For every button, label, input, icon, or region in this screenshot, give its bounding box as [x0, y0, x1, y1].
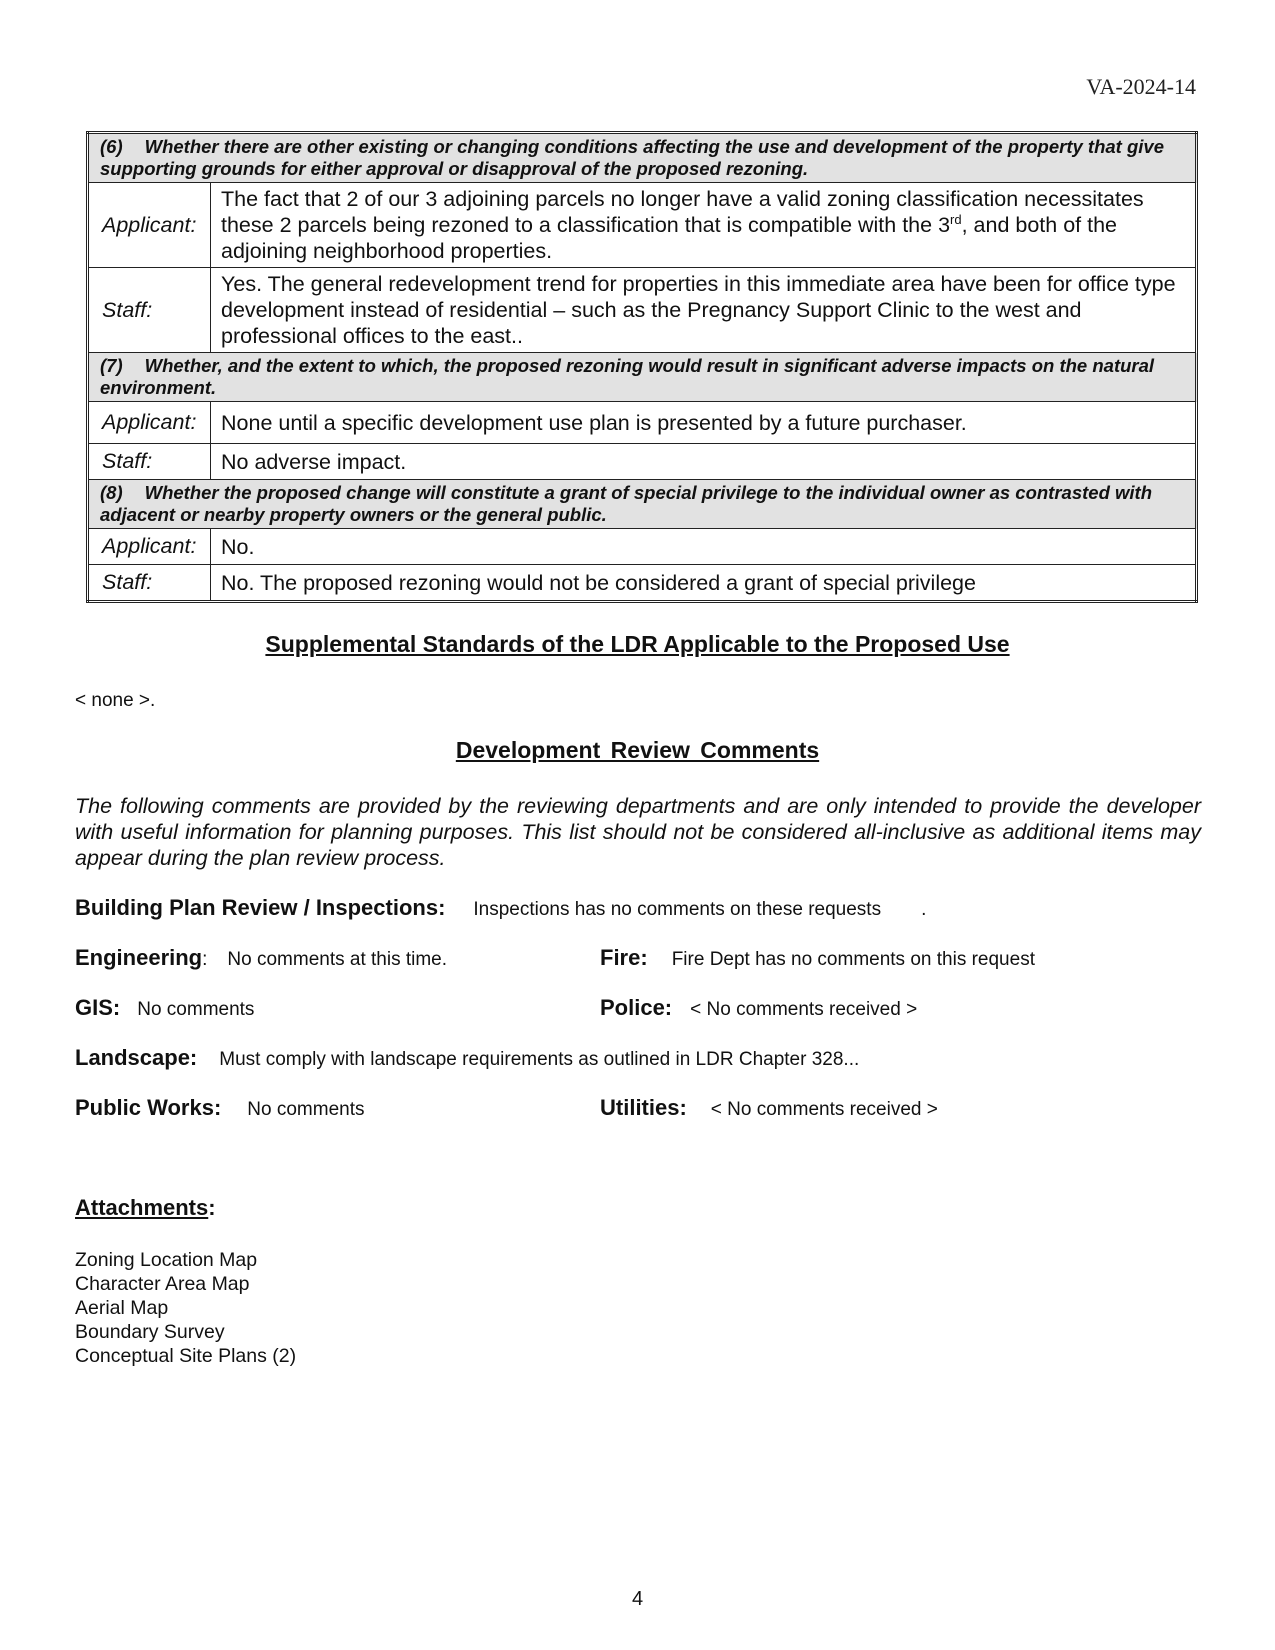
applicant-label: Applicant: [88, 183, 211, 268]
attachment-item: Aerial Map [75, 1297, 169, 1319]
applicant-response-text: The fact that 2 of our 3 adjoining parcels no longer have a valid zoning classification necessitates these 2 parcels being rezoned to a classification that is compatible with the 3 [221, 187, 1144, 237]
dept-comment: No comments at this time. [227, 949, 448, 970]
attachments-heading [75, 1195, 216, 1221]
dept-label: Engineering [75, 945, 203, 970]
criterion-number: (6) [100, 136, 123, 157]
development-review-heading: Development Review Comments [455, 737, 820, 763]
dept-comment: No comments [137, 999, 255, 1020]
dept-comment: Inspections has no comments on these requests [473, 899, 882, 920]
landscape-comment [75, 1045, 859, 1071]
applicant-response [211, 183, 1197, 268]
criterion-question [88, 133, 1197, 183]
staff-response: No. The proposed rezoning would not be considered a grant of special privilege [211, 565, 1197, 602]
ordinal-suffix: rd [950, 211, 962, 227]
attachments-heading-colon: : [208, 1195, 216, 1220]
utilities-comment [600, 1095, 938, 1121]
attachment-item: Conceptual Site Plans (2) [75, 1345, 297, 1367]
criterion-8-header [88, 480, 1197, 529]
dept-comment: Must comply with landscape requirements as outlined in LDR Chapter 328... [219, 1049, 860, 1070]
development-review-intro: The following comments are provided by the reviewing departments and are only intended to provide the developer with useful information for planning purposes. This list should not be considered all-inclusive as additional items may appear during the plan review process. [75, 794, 1201, 870]
dept-comment-trail: . [921, 899, 927, 920]
applicant-response: None until a specific development use plan is presented by a future purchaser. [211, 402, 1197, 444]
criterion-question [88, 353, 1197, 402]
staff-label: Staff: [88, 444, 211, 480]
criterion-6-applicant-row [88, 183, 1197, 268]
staff-response: No adverse impact. [211, 444, 1197, 480]
criterion-text: Whether, and the extent to which, the proposed rezoning would result in significant adverse impacts on the natural environment. [100, 355, 1155, 398]
applicant-response: No. [211, 529, 1197, 565]
fire-comment [600, 945, 1035, 971]
attachment-item: Zoning Location Map [75, 1249, 258, 1271]
dept-label: Landscape: [75, 1045, 198, 1070]
criterion-number: (7) [100, 355, 123, 376]
attachments-heading-text: Attachments [75, 1195, 209, 1220]
applicant-label: Applicant: [88, 402, 211, 444]
dept-comment: < No comments received > [690, 999, 918, 1020]
supplemental-standards-heading: Supplemental Standards of the LDR Applicable to the Proposed Use [265, 631, 1010, 657]
applicant-response-text-end: , and both of the adjoining neighborhood properties. [221, 213, 1117, 263]
criterion-8-applicant-row [88, 529, 1197, 565]
dept-label-colon: : [202, 949, 208, 970]
dept-label: Utilities: [600, 1095, 687, 1120]
staff-response: Yes. The general redevelopment trend for properties in this immediate area have been for office type development instead of residential – such as the Pregnancy Support Clinic to the west and professional offices to the east.. [211, 268, 1197, 353]
staff-label: Staff: [88, 268, 211, 353]
criterion-question [88, 480, 1197, 529]
criterion-6-staff-row [88, 268, 1197, 353]
police-comment [600, 995, 917, 1021]
page-number: 4 [631, 1588, 644, 1610]
building-plan-review-comment [75, 895, 926, 921]
dept-label: Police: [600, 995, 673, 1020]
criterion-text: Whether there are other existing or changing conditions affecting the use and development of the property that give supporting grounds for either approval or disapproval of the proposed rezoning. [100, 136, 1164, 179]
dept-label: GIS: [75, 995, 121, 1020]
criterion-number: (8) [100, 482, 123, 503]
criterion-7-staff-row [88, 444, 1197, 480]
public-works-comment [75, 1095, 365, 1121]
gis-comment [75, 995, 254, 1021]
criterion-8-staff-row [88, 565, 1197, 602]
supplemental-standards-body: < none >. [75, 690, 156, 711]
staff-label: Staff: [88, 565, 211, 602]
review-criteria-table [86, 131, 1198, 603]
dept-label: Fire: [600, 945, 648, 970]
criterion-text: Whether the proposed change will constitute a grant of special privilege to the individual owner as contrasted with adjacent or nearby property owners or the general public. [100, 482, 1152, 525]
attachments-list [75, 1248, 296, 1368]
dept-comment: < No comments received > [710, 1099, 938, 1120]
dept-comment: No comments [247, 1099, 365, 1120]
applicant-label: Applicant: [88, 529, 211, 565]
case-number: VA-2024-14 [1086, 74, 1196, 99]
criterion-7-applicant-row [88, 402, 1197, 444]
dept-label: Public Works: [75, 1095, 222, 1120]
dept-comment: Fire Dept has no comments on this request [671, 949, 1035, 970]
dept-label: Building Plan Review / Inspections: [75, 895, 446, 920]
attachment-item: Character Area Map [75, 1273, 250, 1295]
attachment-item: Boundary Survey [75, 1321, 225, 1343]
engineering-comment [75, 945, 447, 971]
criterion-7-header [88, 353, 1197, 402]
criterion-6-header [88, 133, 1197, 183]
